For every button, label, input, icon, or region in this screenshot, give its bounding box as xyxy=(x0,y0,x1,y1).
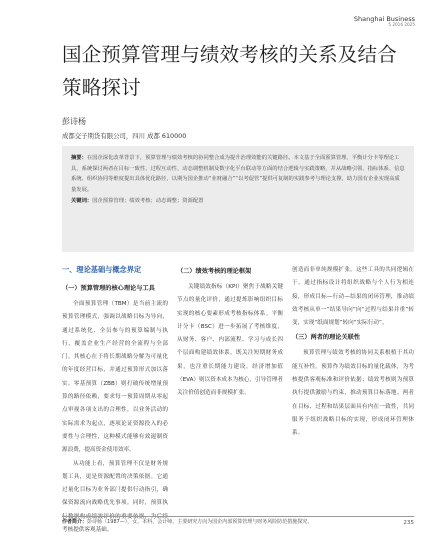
author-bio-footnote xyxy=(62,518,312,525)
author-affiliation: 成都交子期货有限公司，四川 成都 610000 xyxy=(62,132,187,140)
article-title: 国企预算管理与绩效考核的关系及结合策略探讨 xyxy=(62,43,397,99)
subsection-heading-3: （三）两者的理论关联性 xyxy=(292,334,361,342)
footnote-label: 作者简介： xyxy=(62,519,88,525)
journal-header xyxy=(354,16,415,28)
subsection-heading-2: （二）绩效考核的理论框架 xyxy=(177,268,252,275)
subsection-heading-1: （一）预算管理的核心理论与工具 xyxy=(62,285,155,292)
abstract-box xyxy=(62,146,414,252)
abstract xyxy=(71,153,405,195)
journal-name: Shanghai Business xyxy=(353,15,415,23)
footnote-divider xyxy=(62,516,414,517)
paragraph: 关键绩效指标（KPI）聚焦于战略关键节点的量化评价，通过提炼影响组织目标实现的核心要素形成考核指标体系。平衡计分卡（BSC）进一步拓展了考核维度，从财务、客户、内部流程、学习与成长四个层面构建绩效体系，既关注短期财务成果，也注重长期能力建设。经济增加值（EVA）则以资本成本为核心，引导管理者关注价值创造而非规模扩张。 xyxy=(177,284,283,397)
page-number: 235 xyxy=(403,520,414,526)
keywords-label: 关键词： xyxy=(71,198,93,205)
keywords xyxy=(71,196,405,207)
paragraph: 预算管理与绩效考核的协同关系根植于其功能互补性。预算作为绩效目标的量化载体，为考核提供客观标准和评价依据；绩效考核则为预算执行提供激励与约束，推动预算目标落地。两者在目标、过程和结果层面具有内在一致性，共同服务于组织战略目标的实现，形成闭环管理体系。 xyxy=(292,350,414,437)
abstract-text: 在国企深化改革背景下，预算管理与绩效考核的协同整合成为提升治理效能的关键路径。本文基于全面预算管理、平衡计分卡等理论工具，系统探讨两者在目标一致性、过程互动性、动态调整机制及数字化平台联动等方面的结合逻辑与实践策略，并从战略引领、指标体系、信息系统、组织协同等维度提出具体优化路径，以期为国企推动“业财融合”“以考促管”提供可复制的实践参考与理论支撑，助力国有企业实现高质量发展。 xyxy=(71,155,405,193)
paragraph: 从功能上看，预算管理不仅是财务规划工具，更是资源配置的决策依据。它通过量化目标为业务部门提供行动指引，确保资源流向战略优先事项。同时，预算执行数据构成绩效评价的重要依据，为后续考核提供客观基础。 xyxy=(62,460,168,534)
column-2 xyxy=(177,264,283,401)
paragraph: 全面预算管理（TBM）是当前主流的预算管理模式，强调以战略目标为导向，通过系统化、全员参与的预算编制与执行，覆盖企业生产经营的全流程与全部门。其核心在于将长期战略分解为可量化的年度经营目标，并通过预算形式加以落实。零基预算（ZBB）则打破传统增量预算的路径依赖，要求每一预算周期从零起点审视各项支出的合理性，以业务活动的实际需求为起点，逐项论证资源投入的必要性与合理性，这种模式能够有效遏制资源浪费，提高资金使用效率。 xyxy=(62,301,168,454)
footnote-text: 彭诗杨（1987—），女，本科，会计师，主要研究方向为国企内部预算管理与财务风险防范措施探究。 xyxy=(87,519,313,525)
column-3 xyxy=(292,264,414,441)
column-1 xyxy=(62,264,168,537)
abstract-label: 摘要： xyxy=(71,155,87,161)
paragraph: 创造而非单纯规模扩张。这些工具的共同逻辑在于，通过指标设计将组织战略与个人行为相连接，形成目标—行动—结果的闭环管理，推动绩效考核从单一“结果导向”向“过程与结果并重”转变，实现“纸面规划”转向“实际行动”。 xyxy=(292,267,414,327)
keywords-text: 国企预算管理；绩效考核；动态调整；资源配置 xyxy=(92,198,204,205)
journal-issue: 5 2016 2025 xyxy=(388,22,415,28)
section-heading-1: 一、理论基础与概念界定 xyxy=(62,265,142,274)
author-name: 彭诗杨 xyxy=(62,117,86,126)
